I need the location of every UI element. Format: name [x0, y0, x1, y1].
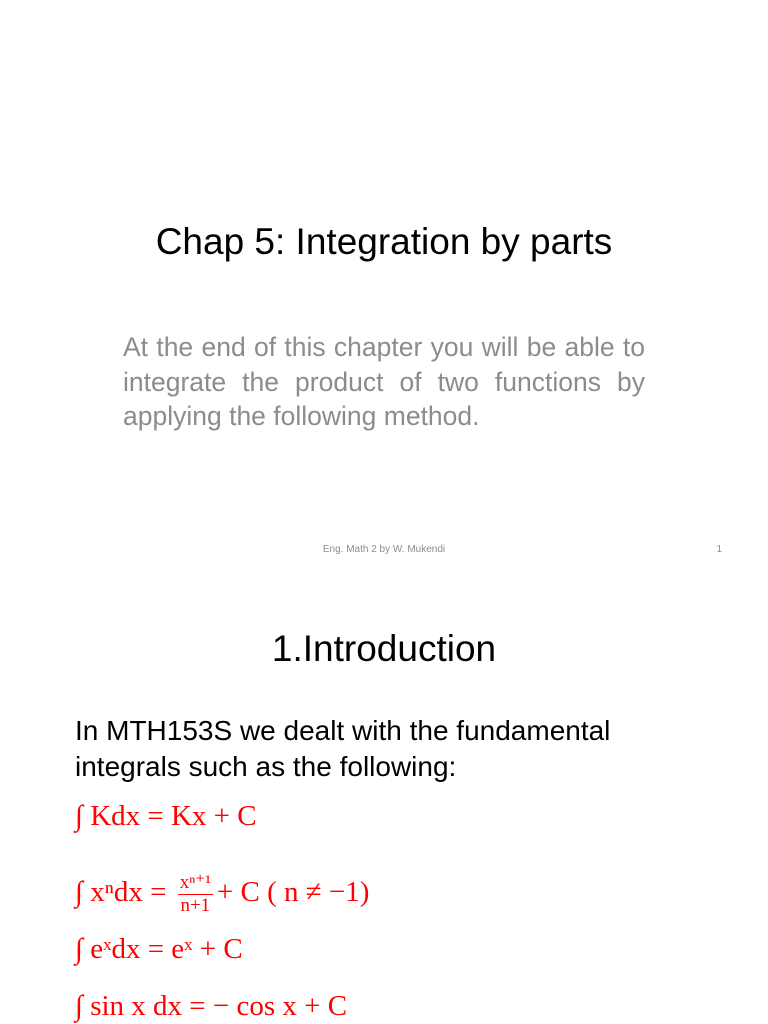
fraction — [178, 872, 213, 917]
formula-power-rule — [75, 872, 369, 917]
intro-text: In MTH153S we dealt with the fundamental integrals such as the following: — [75, 715, 611, 782]
fraction-denominator: n+1 — [178, 894, 213, 917]
formula-sine: ∫ sin x dx = − cos x + C — [75, 990, 348, 1022]
formula-constant: ∫ Kdx = Kx + C — [75, 800, 257, 832]
slide-title: Chap 5: Integration by parts — [155, 221, 613, 262]
formula-power-right: + C ( n ≠ −1) — [216, 876, 370, 909]
section-title: 1.Introduction — [271, 628, 497, 669]
page-number: 1 — [716, 544, 722, 555]
fraction-numerator: xⁿ⁺¹ — [179, 872, 211, 893]
slide-footer: Eng. Math 2 by W. Mukendi — [322, 544, 446, 555]
slide-2 — [0, 576, 768, 1024]
formula-exponential: ∫ eˣdx = eˣ + C — [75, 933, 243, 965]
formula-power-left: ∫ xⁿdx = — [75, 876, 174, 909]
slide-subtitle: At the end of this chapter you will be able to integrate the product of two functions by applying the following method. — [123, 332, 645, 431]
